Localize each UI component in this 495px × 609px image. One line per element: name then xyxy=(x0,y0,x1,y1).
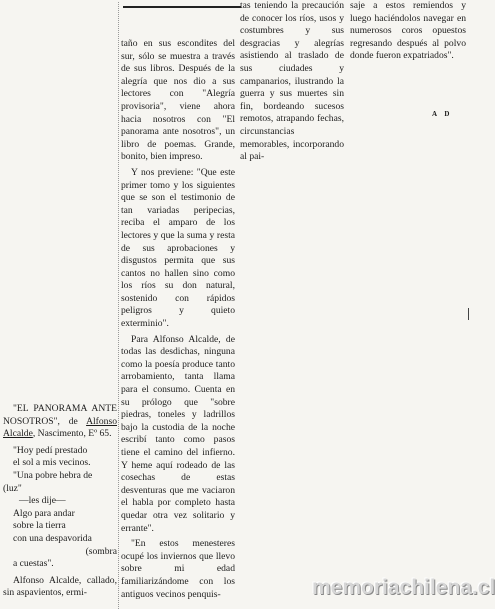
poem-line: Algo para andar xyxy=(13,507,75,519)
poem-line: (luz" xyxy=(3,482,22,494)
article-paragraph: saje a estos remiendos y luego haciéndolos navegar en numerosos coros opuestos regresando después al polvo donde fueron expatriados". xyxy=(350,0,466,62)
poem-line: sobre la tierra xyxy=(13,520,66,532)
author-initials: A D xyxy=(432,110,453,118)
article-paragraph: taño en sus escondites del sur, sólo se muestra a través de sus libros. Después de la alegría que nos dio a sus lectores con "Alegría provisoria", viene ahora hacia nosotros con "El panorama ante nosotros", un libro de poemas. Grande, bonito, bien impreso. xyxy=(121,38,235,163)
poem-line: "Una pobre hebra de xyxy=(13,469,93,481)
poem-line: el sol a mis vecinos. xyxy=(13,457,91,469)
poem-line: —les dije— xyxy=(19,495,66,507)
article-paragraph: Para Alfonso Alcalde, de todas las desdichas, ninguna como la poesía produce tanto arrobamiento, tanta llama para el consumo. Cuenta en su prólogo que "sobre piedras, toneles y ladrillos bajo la custodia de la noche escribí tanto como pasos tiene el camino del infierno. Y heme aquí rodeado de las cosechas de estas desventuras que me vaciaron el habla por completo hasta quedar otra vez solitario y errante". xyxy=(121,333,235,534)
column-divider xyxy=(118,2,119,609)
top-rule xyxy=(123,6,241,8)
article-column-4 xyxy=(350,0,466,63)
article-paragraph: Alfonso Alcalde, callado, sin aspavientos, ermi- xyxy=(3,574,117,599)
article-paragraph: "En estos menesteres ocupé los inviernos que llevo sobre mi edad familiarizándome con los antiguos vecinos penquis- xyxy=(121,538,235,600)
article-paragraph: tas teniendo la precaución de conocer los ríos, usos y costumbres y sus desgracias y alegrías asistiendo al traslado de sus ciudades y campanarios, ilustrando la guerra y sus muertes sin fin, bordeando sucesos remotos, atrapando fechas, circunstancias memorables, incorporando al pai- xyxy=(240,0,344,163)
book-author: Alfonso Alcalde xyxy=(3,415,117,440)
poem-line: (sombra xyxy=(85,545,117,557)
poem-line: con una despavorida xyxy=(13,532,92,544)
poem-quote xyxy=(3,445,117,571)
watermark-logo: memoriachilena.cl xyxy=(312,576,495,599)
book-title: "EL PANORAMA ANTE NOSOTROS", de xyxy=(3,403,117,427)
poem-line: a cuestas". xyxy=(13,558,54,570)
article-column-3 xyxy=(240,0,344,164)
article-column-main xyxy=(121,38,235,601)
book-publisher: , Nascimento, Eº 65. xyxy=(32,428,112,440)
book-reference xyxy=(3,403,117,441)
article-paragraph: Y nos previene: "Que este primer tomo y los siguientes que se son el testimonio de tan variadas peripecias, reciba el amparo de los lectores y que la suma y resta de sus aprobaciones y disgustos permita que sus cantos no hallen sino como los ríos su don natural, sostenido con rápidos peligros y quieto exterminio". xyxy=(121,166,235,330)
poem-line: "Hoy pedí prestado xyxy=(13,444,88,456)
margin-mark xyxy=(468,308,469,320)
article-column-left xyxy=(3,403,117,600)
